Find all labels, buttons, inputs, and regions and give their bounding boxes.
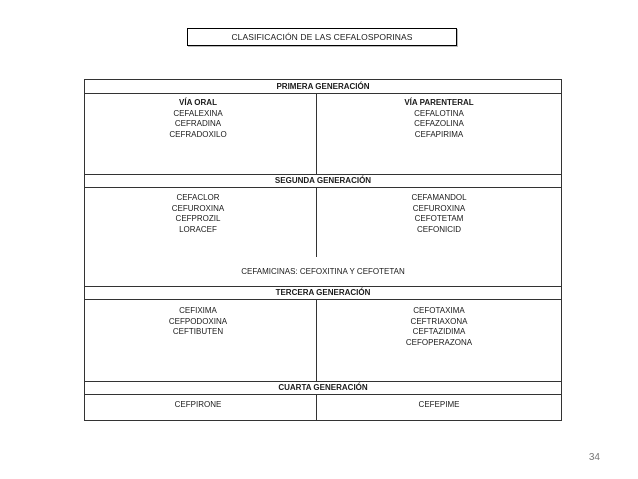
- third-generation-header: TERCERA GENERACIÓN: [85, 286, 561, 300]
- drug-item: CEFUROXINA: [412, 203, 466, 213]
- fourth-right-cell: CEFEPIME: [418, 400, 460, 409]
- drug-item: CEFUROXINA: [171, 203, 225, 213]
- drug-item: CEFACLOR: [176, 193, 220, 202]
- drug-item: CEFTRIAXONA: [410, 316, 468, 326]
- first-parenteral-column: [389, 98, 489, 140]
- drug-item: CEFAZOLINA: [414, 119, 464, 128]
- drug-item: CEFIXIMA: [179, 306, 217, 315]
- drug-item: LORACEF: [179, 224, 217, 234]
- drug-item: CEFPROZIL: [175, 214, 221, 223]
- document-title: CLASIFICACIÓN DE LAS CEFALOSPORINAS: [187, 28, 457, 46]
- drug-item: CEFAMANDOL: [411, 193, 467, 202]
- drug-item: CEFONICID: [417, 224, 461, 234]
- second-generation-header: SEGUNDA GENERACIÓN: [85, 174, 561, 188]
- drug-item: CEFPODOXINA: [168, 316, 228, 326]
- drug-item: CEFOPERAZONA: [405, 337, 473, 347]
- drug-item: CEFOTETAM: [414, 214, 464, 223]
- first-generation-header: PRIMERA GENERACIÓN: [85, 80, 561, 94]
- drug-item: CEFTAZIDIMA: [412, 327, 466, 336]
- drug-item: CEFALOTINA: [414, 108, 464, 118]
- third-left-column: [148, 306, 248, 338]
- parenteral-route-title: VÍA PARENTERAL: [404, 98, 474, 107]
- second-right-column: [389, 193, 489, 235]
- column-divider: [316, 94, 317, 174]
- third-right-column: [389, 306, 489, 348]
- fourth-left-cell: CEFPIRONE: [174, 400, 222, 409]
- drug-item: CEFAPIRIMA: [414, 129, 464, 139]
- drug-item: CEFRADOXILO: [169, 129, 227, 139]
- classification-table: [84, 79, 562, 421]
- column-divider: [316, 395, 317, 420]
- oral-route-title: VÍA ORAL: [179, 98, 217, 107]
- fourth-generation-header: CUARTA GENERACIÓN: [85, 381, 561, 395]
- page-number: 34: [588, 452, 600, 463]
- drug-item: CEFALEXINA: [173, 108, 223, 118]
- drug-item: CEFRADINA: [174, 119, 222, 128]
- drug-item: CEFTIBUTEN: [172, 327, 224, 336]
- column-divider: [316, 300, 317, 381]
- second-left-column: [148, 193, 248, 235]
- column-divider: [316, 188, 317, 257]
- drug-item: CEFOTAXIMA: [413, 306, 465, 315]
- first-oral-column: [148, 98, 248, 140]
- cefamycins-note: CEFAMICINAS: CEFOXITINA Y CEFOTETAN: [241, 267, 405, 276]
